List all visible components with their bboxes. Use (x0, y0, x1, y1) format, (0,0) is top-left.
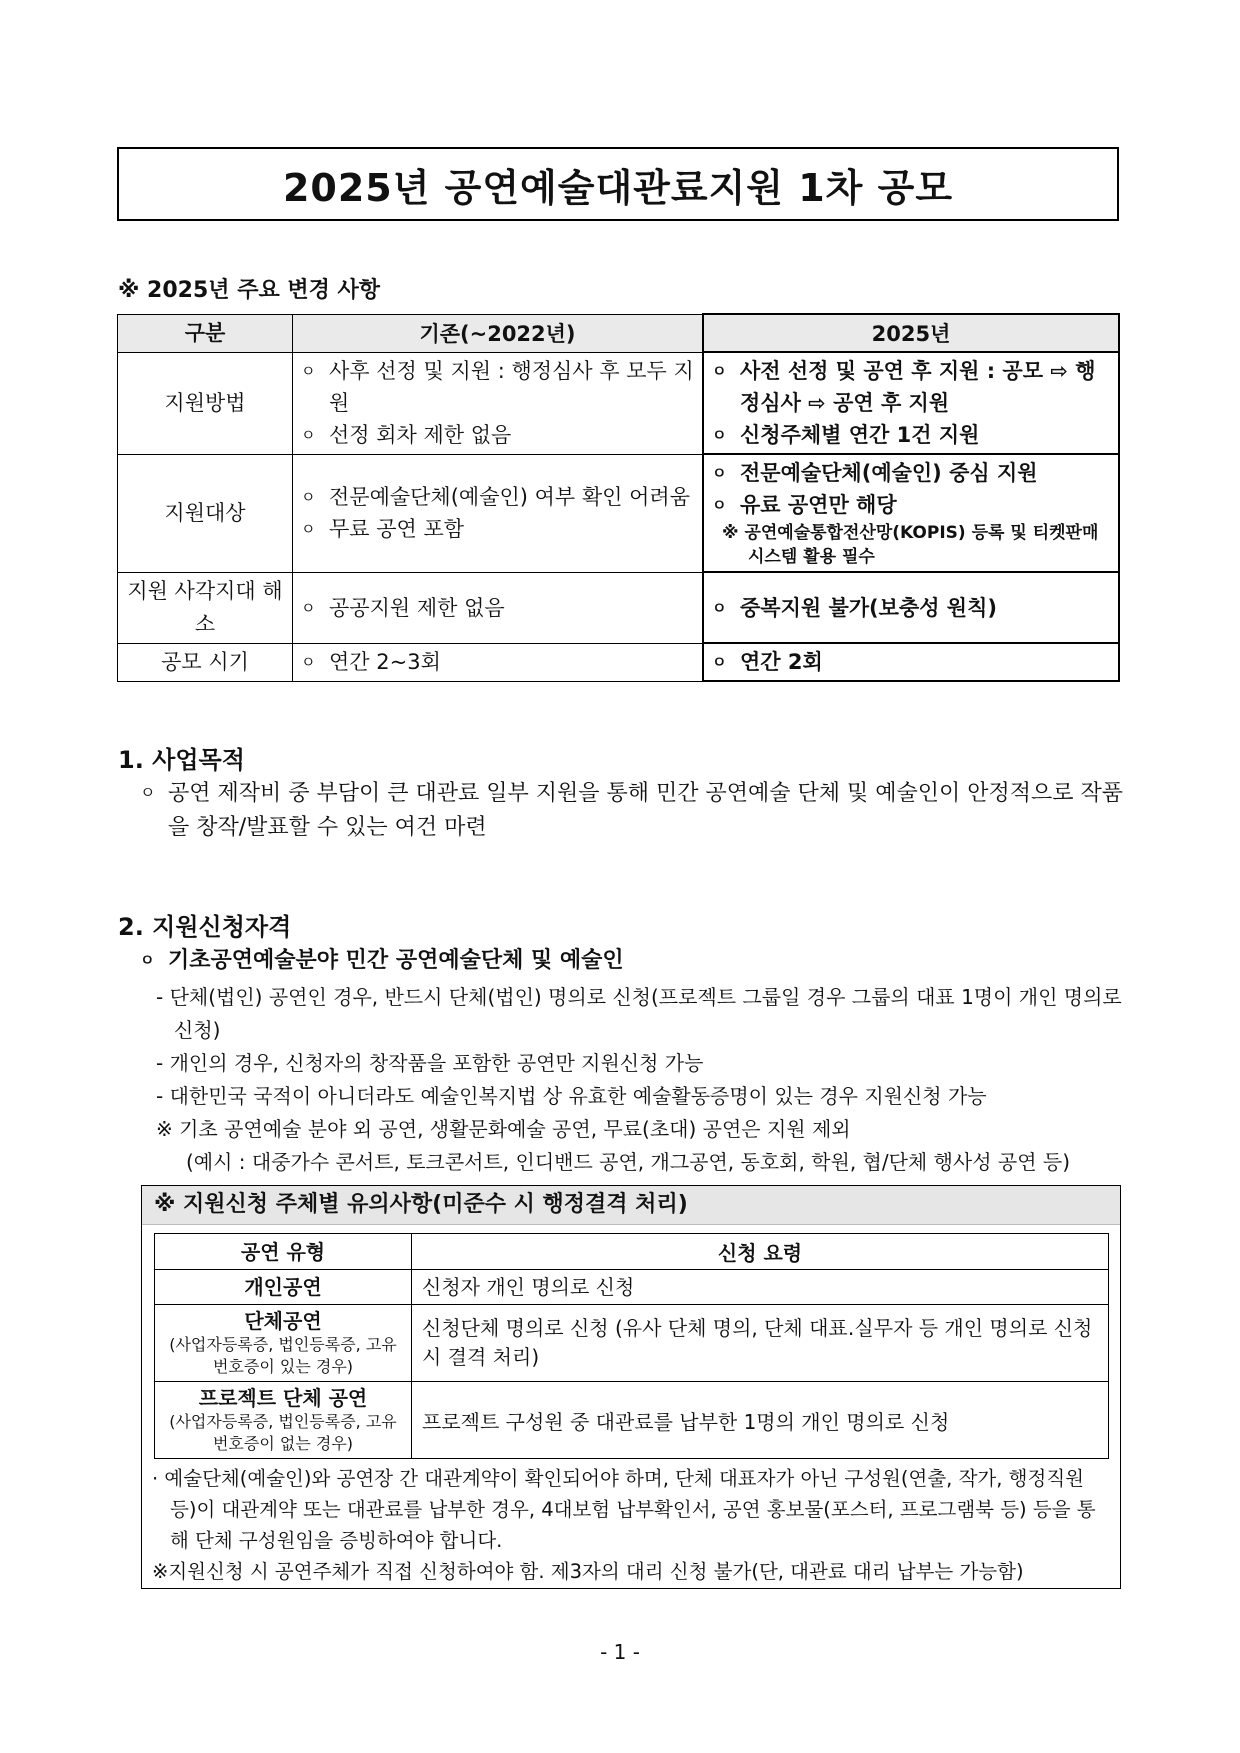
eligibility-item: - 단체(법인) 공연인 경우, 반드시 단체(법인) 명의로 신청(프로젝트 그룹일 경우 그룹의 대표 1명이 개인 명의로 신청) (156, 985, 1122, 1042)
new-cell (703, 643, 1119, 681)
type-condition: (사업자등록증, 법인등록증, 고유번호증이 없는 경우) (169, 1412, 397, 1453)
old-item: ㅇ 무료 공연 포함 (301, 513, 694, 545)
document-title: 2025년 공연예술대관료지원 1차 공모 (117, 147, 1119, 221)
notice-box (141, 1185, 1121, 1589)
exclusion-example: (예시 : 대중가수 콘서트, 토크콘서트, 인디밴드 공연, 개그공연, 동호회, 학원, 협/단체 행사성 공연 등) (186, 1150, 1071, 1174)
notice-note-proxy: ※지원신청 시 공연주체가 직접 신청하여야 함. 제3자의 대리 신청 불가(단, 대관료 대리 납부는 가능함) (152, 1560, 1024, 1583)
eligibility-lead: ㅇ 기초공연예술분야 민간 공연예술단체 및 예술인 (140, 944, 1125, 977)
changes-row-blindspot (118, 572, 1120, 643)
section1-text: ㅇ 공연 제작비 중 부담이 큰 대관료 일부 지원을 통해 민간 공연예술 단체 및 예술인이 안정적으로 작품을 창작/발표할 수 있는 여건 마련 (140, 776, 1125, 845)
kopis-note: ※ 공연예술통합전산망(KOPIS) 등록 및 티켓판매시스템 활용 필수 (722, 523, 1099, 567)
notice-notes (142, 1459, 1120, 1587)
section1-body (140, 776, 1125, 845)
new-item: ㅇ 연간 2회 (712, 646, 1110, 678)
old-item: ㅇ 전문예술단체(예술인) 여부 확인 어려움 (301, 481, 694, 513)
old-cell (293, 352, 704, 454)
notice-table (154, 1233, 1109, 1459)
changes-table (117, 313, 1120, 682)
rule-cell: 프로젝트 구성원 중 대관료를 납부한 1명의 개인 명의로 신청 (412, 1382, 1109, 1459)
row-label: 지원 사각지대 해소 (118, 572, 293, 643)
notice-row-individual (155, 1270, 1109, 1305)
old-cell (293, 454, 704, 572)
row-label: 지원대상 (118, 454, 293, 572)
type-condition: (사업자등록증, 법인등록증, 고유번호증이 있는 경우) (169, 1335, 397, 1376)
changes-header-row (118, 314, 1120, 352)
changes-heading: ※ 2025년 주요 변경 사항 (118, 278, 381, 303)
row-label: 지원방법 (118, 352, 293, 454)
rule-cell: 신청단체 명의로 신청 (유사 단체 명의, 단체 대표․실무자 등 개인 명의로 신청 시 결격 처리) (412, 1305, 1109, 1382)
old-cell (293, 643, 704, 681)
old-item: ㅇ 연간 2~3회 (301, 646, 694, 678)
new-item: ㅇ 사전 선정 및 공연 후 지원 : 공모 ⇨ 행정심사 ⇨ 공연 후 지원 (712, 355, 1110, 419)
section1-heading: 1. 사업목적 (118, 746, 245, 774)
header-new: 2025년 (703, 314, 1119, 352)
page-number: - 1 - (600, 1640, 640, 1664)
eligibility-item: - 대한민국 국적이 아니더라도 예술인복지법 상 유효한 예술활동증명이 있는 경우 지원신청 가능 (156, 1084, 987, 1108)
type-label: 단체공연 (244, 1309, 322, 1333)
new-item: ㅇ 신청주체별 연간 1건 지원 (712, 419, 1110, 451)
new-cell (703, 352, 1119, 454)
notice-heading: ※ 지원신청 주체별 유의사항(미준수 시 행정결격 처리) (142, 1186, 1120, 1225)
old-item: ㅇ 공공지원 제한 없음 (301, 592, 694, 624)
eligibility-item: - 개인의 경우, 신청자의 창작품을 포함한 공연만 지원신청 가능 (156, 1051, 704, 1075)
new-cell (703, 572, 1119, 643)
new-item: ㅇ 중복지원 불가(보충성 원칙) (712, 592, 1110, 624)
new-item: ㅇ 전문예술단체(예술인) 중심 지원 (712, 457, 1110, 489)
notice-row-group (155, 1305, 1109, 1382)
old-item: ㅇ 사후 선정 및 지원 : 행정심사 후 모두 지원 (301, 355, 694, 419)
header-category: 구분 (118, 314, 293, 352)
changes-row-timing (118, 643, 1120, 681)
new-item: ㅇ 유료 공연만 해당 (712, 489, 1110, 521)
type-label: 프로젝트 단체 공연 (198, 1386, 368, 1410)
changes-row-target (118, 454, 1120, 572)
type-cell: 개인공연 (155, 1270, 412, 1305)
header-type: 공연 유형 (155, 1234, 412, 1270)
type-cell (155, 1382, 412, 1459)
notice-row-project (155, 1382, 1109, 1459)
header-old: 기존(~2022년) (293, 314, 704, 352)
changes-row-method (118, 352, 1120, 454)
notice-note-contract: · 예술단체(예술인)와 공연장 간 대관계약이 확인되어야 하며, 단체 대표자가 아닌 구성원(연출, 작가, 행정직원 등)이 대관계약 또는 대관료를 납부한 경우, 4대보험 납부확인서, 공연 홍보물(포스터, 프로그램북 등) 등을 통해 단체 구성원임을 증빙하여야 합니다. (152, 1467, 1096, 1552)
rule-cell: 신청자 개인 명의로 신청 (412, 1270, 1109, 1305)
exclusion-note: ※ 기초 공연예술 분야 외 공연, 생활문화예술 공연, 무료(초대) 공연은 지원 제외 (156, 1117, 851, 1141)
header-rule: 신청 요령 (412, 1234, 1109, 1270)
notice-header-row (155, 1234, 1109, 1270)
new-cell (703, 454, 1119, 572)
section2-body (140, 944, 1125, 1179)
type-cell (155, 1305, 412, 1382)
old-item: ㅇ 선정 회차 제한 없음 (301, 419, 694, 451)
row-label: 공모 시기 (118, 643, 293, 681)
old-cell (293, 572, 704, 643)
section2-heading: 2. 지원신청자격 (118, 913, 292, 941)
